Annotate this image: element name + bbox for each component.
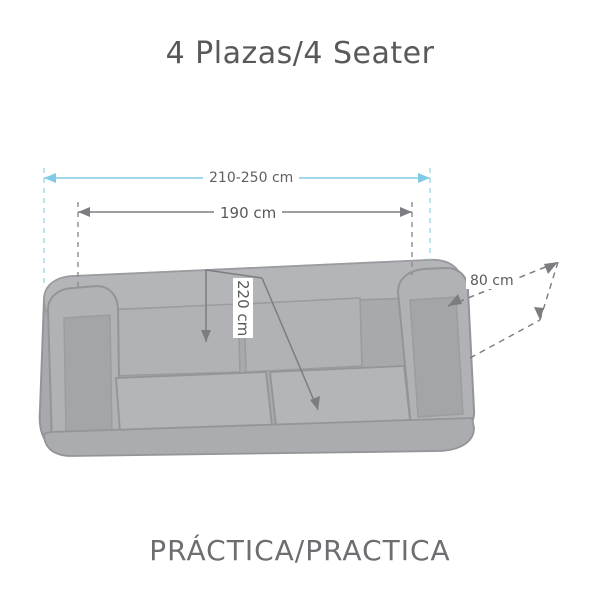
seat-cushion-right [270, 366, 410, 426]
back-cushion-left [108, 304, 240, 376]
outer-arrowhead-right [418, 173, 430, 183]
inner-width-label: 190 cm [214, 204, 282, 222]
outer-width-label: 210-250 cm [203, 170, 299, 186]
inner-arrowhead-right [400, 207, 412, 217]
seat-height-label: 220 cm [234, 280, 252, 337]
page-title: 4 Plazas/4 Seater [165, 36, 435, 71]
sofa-dimensions-diagram [0, 110, 600, 510]
depth-arrowhead-down [534, 307, 544, 320]
sofa-arm-right-inner [410, 297, 463, 417]
seat-cushion-left [116, 372, 272, 432]
depth-arrowhead-right [544, 262, 558, 274]
diagram-svg [0, 110, 600, 510]
depth-guide-lower [470, 320, 540, 358]
back-cushion-right [244, 298, 362, 372]
inner-arrowhead-left [78, 207, 90, 217]
sofa-illustration [40, 260, 474, 456]
outer-arrowhead-left [44, 173, 56, 183]
depth-label: 80 cm [466, 273, 518, 289]
sofa-arm-left-inner [64, 315, 112, 435]
product-name-label: PRÁCTICA/PRACTICA [149, 534, 451, 567]
